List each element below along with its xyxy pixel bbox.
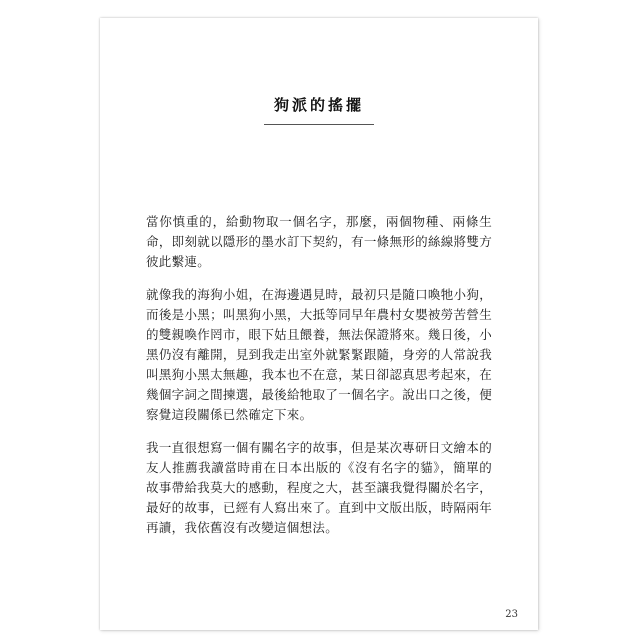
page-number: 23 bbox=[505, 609, 518, 620]
book-page bbox=[100, 18, 538, 630]
paragraph-2: 就像我的海狗小姐，在海邊遇見時，最初只是隨口喚牠小狗，而後是小黑；叫黑狗小黑，大抵等同早年農村女嬰被勞苦營生的雙親喚作罔市，眼下姑且餵養，無法保證將來。幾日後，小黑仍沒有離開，見到我走出室外就緊緊跟隨，身旁的人常說我叫黑狗小黑太無趣，我本也不在意，某日卻認真思考起來，在幾個字詞之間揀選，最後給牠取了一個名字。說出口之後，便察覺這段關係已然確定下來。 bbox=[146, 287, 492, 422]
paragraph-3: 我一直很想寫一個有關名字的故事，但是某次專研日文繪本的友人推薦我讀當時甫在日本出版的《沒有名字的貓》，簡單的故事帶給我莫大的感動，程度之大，甚至讓我覺得關於名字，最好的故事，已經有人寫出來了。直到中文版出版，時隔兩年再讀，我依舊沒有改變這個想法。 bbox=[146, 440, 492, 535]
page-body bbox=[146, 212, 492, 551]
paragraph-1: 當你慎重的，給動物取一個名字，那麼，兩個物種、兩條生命，即刻就以隱形的墨水訂下契約，有一條無形的絲線將雙方彼此繫連。 bbox=[146, 214, 492, 269]
chapter-title: 狗派的搖擺 bbox=[273, 96, 364, 114]
title-divider bbox=[264, 124, 374, 125]
